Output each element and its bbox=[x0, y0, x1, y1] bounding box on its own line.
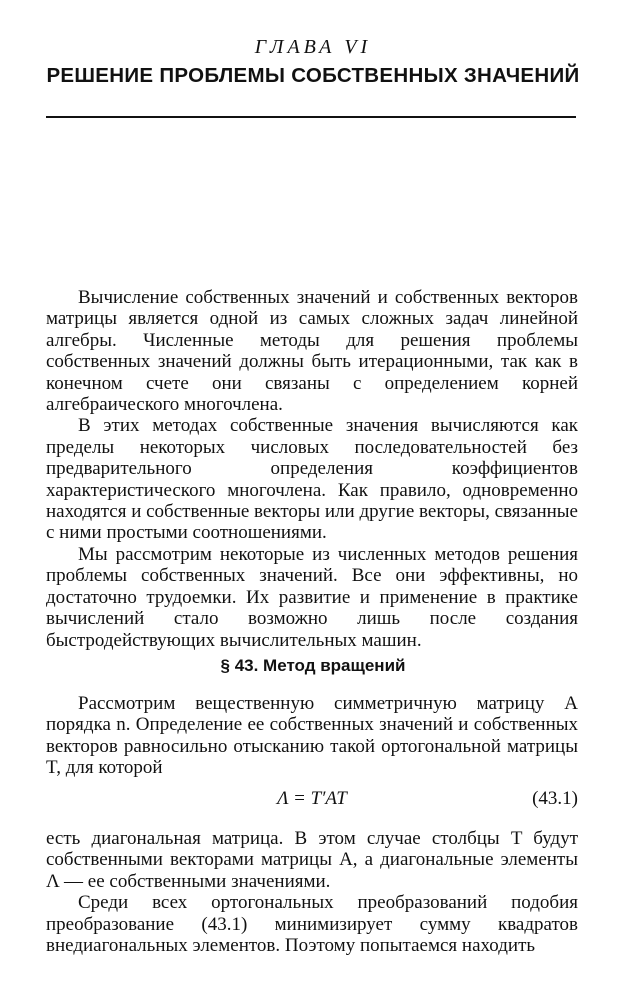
chapter-divider bbox=[46, 116, 576, 118]
equation-number: (43.1) bbox=[532, 788, 578, 809]
section-paragraph-2: есть диагональная матрица. В этом случае столбцы T будут собственными векторами матрицы A, а диагональные элементы Λ — ее собственными значениями. bbox=[46, 828, 578, 892]
section-text-2 bbox=[46, 828, 578, 956]
chapter-title: РЕШЕНИЕ ПРОБЛЕМЫ СОБСТВЕННЫХ ЗНАЧЕНИЙ bbox=[46, 64, 580, 87]
section-text-1 bbox=[46, 693, 578, 779]
section-paragraph-1: Рассмотрим вещественную симметричную матрицу A порядка n. Определение ее собственных значений и собственных векторов равносильно отысканию такой ортогональной матрицы T, для которой bbox=[46, 693, 578, 779]
section-heading: § 43. Метод вращений bbox=[220, 656, 406, 675]
section-paragraph-3: Среди всех ортогональных преобразований подобия преобразование (43.1) минимизирует сумму квадратов внедиагональных элементов. Поэтому попытаемся находить bbox=[46, 892, 578, 957]
intro-text bbox=[46, 287, 578, 651]
intro-paragraph-3: Мы рассмотрим некоторые из численных методов решения проблемы собственных значений. Все они эффективны, но достаточно трудоемки. Их развитие и применение в практике вычислений стало возможно лишь после создания быстродействующих вычислительных машин. bbox=[46, 543, 578, 651]
intro-paragraph-1: Вычисление собственных значений и собственных векторов матрицы является одной из самых сложных задач линейной алгебры. Численные методы для решения проблемы собственных значений должны быть итерационными, так как в конечном счете они связаны с определением корней алгебраического многочлена. bbox=[46, 287, 578, 416]
equation-formula: Λ = T′AT bbox=[277, 788, 347, 809]
equation-43-1 bbox=[46, 788, 578, 814]
intro-paragraph-2: В этих методах собственные значения вычисляются как пределы некоторых числовых последовательностей без предварительного определения коэффициентов характеристического многочлена. Как правило, одновременно находятся и собственные векторы или другие векторы, связанные с ними простыми соотношениями. bbox=[46, 415, 578, 544]
chapter-label: ГЛАВА VI bbox=[254, 36, 372, 58]
